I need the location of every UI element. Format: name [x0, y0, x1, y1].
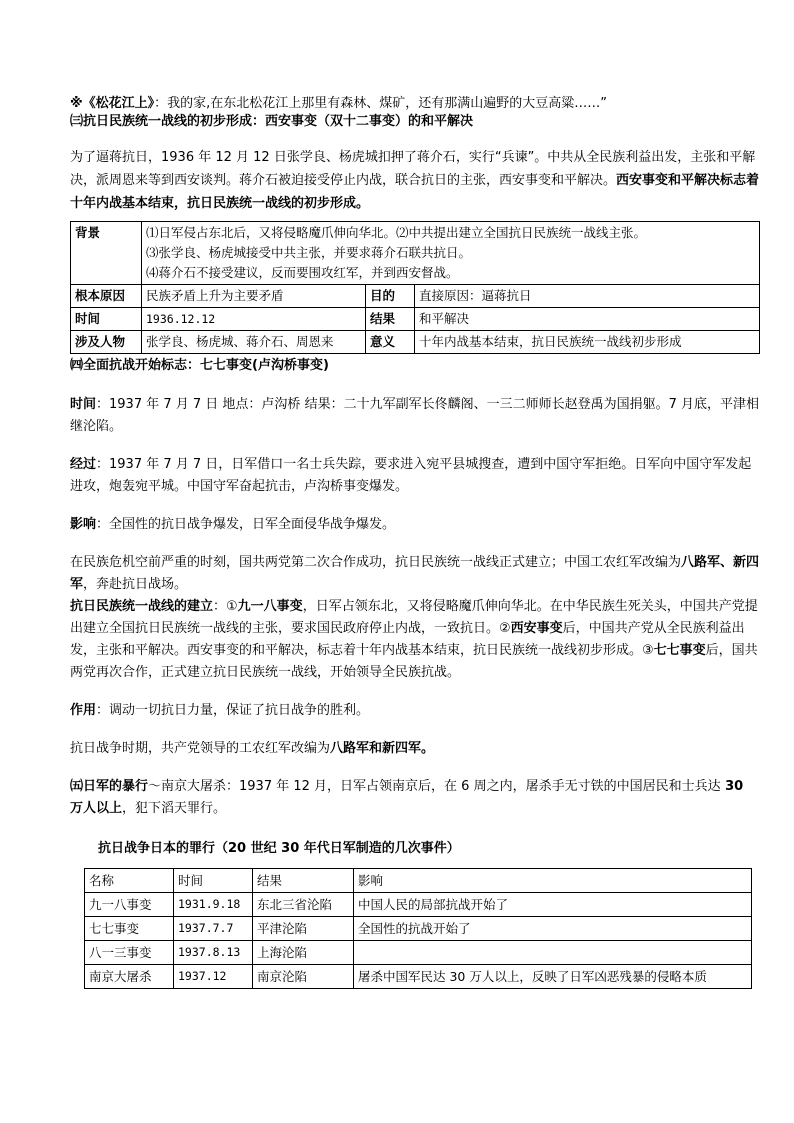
section3-heading: ㈢抗日民族统一战线的初步形成：西安事变（双十二事变）的和平解决	[70, 114, 474, 129]
table-header: 时间	[174, 869, 253, 893]
table-cell: 上海沦陷	[253, 941, 354, 965]
table-cell: 1937.7.7	[174, 917, 253, 941]
background-line: ⑷蒋介石不接受建议，反而要围攻红军，并到西安督战。	[146, 265, 459, 280]
section4-impact	[70, 514, 760, 536]
table-row	[71, 308, 760, 331]
front-text: ：①	[213, 599, 238, 614]
section5-paragraph	[70, 776, 760, 820]
table-row	[85, 965, 752, 989]
table-cell: 全国性的抗战开始了	[354, 917, 752, 941]
table-cell	[354, 941, 752, 965]
table-cell: 1937.8.13	[174, 941, 253, 965]
table-cell-label: 涉及人物	[71, 331, 142, 354]
table-cell: 南京大屠杀	[85, 965, 174, 989]
section5-text-a: ～南京大屠杀：1937 年 12 月，日军占领南京后，在 6 周之内，屠杀手无寸铁的中国居民和士兵达	[148, 779, 721, 794]
table-cell-label: 意义	[366, 331, 415, 354]
table-cell: 1931.9.18	[174, 893, 253, 917]
crisis-text-c: ，奔赴抗日战场。	[83, 577, 188, 592]
document-page	[70, 92, 760, 989]
table2-caption: 抗日战争日本的罪行（20 世纪 30 年代日军制造的几次事件）	[98, 841, 460, 856]
table-cell-value: 十年内战基本结束，抗日民族统一战线初步形成	[415, 331, 760, 354]
table-cell: 东北三省沦陷	[253, 893, 354, 917]
background-line: ⑶张学良、杨虎城接受中共主张，并要求蒋介石联共抗日。	[146, 245, 472, 260]
table-cell-label: 时间	[71, 308, 142, 331]
section4-role	[70, 700, 760, 722]
section5-text-c: ，犯下滔天罪行。	[122, 801, 227, 816]
table-header: 影响	[354, 869, 752, 893]
time-text: ：1937 年 7 月 7 日 地点：卢沟桥 结果：二十九军副军长佟麟阁、一三二师师长赵登禹为国捐躯。7 月底，平津相继沦陷。	[70, 397, 759, 434]
section4-front	[70, 596, 760, 684]
impact-text: ：全国性的抗日战争爆发，日军全面侵华战争爆发。	[96, 517, 396, 532]
front-event: 西安事变	[510, 621, 563, 636]
table-cell: 八一三事变	[85, 941, 174, 965]
table-cell-value: 和平解决	[415, 308, 760, 331]
xian-incident-table	[70, 221, 760, 354]
front-event: 七七事变	[653, 643, 706, 658]
crisis-text-a: 在民族危机空前严重的时刻，国共两党第二次合作成功，抗日民族统一战线正式建立；中国工农红军改编为	[70, 555, 682, 570]
table-cell-background	[142, 222, 760, 285]
section4-crisis	[70, 552, 760, 596]
table-cell-label: 背景	[71, 222, 142, 285]
table-cell-value: 张学良、杨虎城、蒋介石、周恩来	[142, 331, 366, 354]
table-row	[71, 331, 760, 354]
front-label: 抗日民族统一战线的建立	[70, 599, 214, 614]
table-cell: 屠杀中国军民达 30 万人以上，反映了日军凶恶残暴的侵略本质	[354, 965, 752, 989]
table-cell-value: 直接原因：逼蒋抗日	[415, 285, 760, 308]
section3-paragraph	[70, 146, 760, 215]
front-text: ，日军占领东北，又将侵略魔爪伸向华北。在中华民族生死关头，中国共产党提出建立全国抗日民族统一战线的主张，要求国民政府停止内战，一致抗日。②	[70, 599, 758, 636]
japanese-crimes-table	[84, 868, 752, 989]
section4-time	[70, 394, 760, 438]
time-label: 时间	[70, 397, 97, 412]
table-cell-label: 结果	[366, 308, 415, 331]
table-row	[85, 917, 752, 941]
table-cell: 七七事变	[85, 917, 174, 941]
poem-text: ：我的家,在东北松花江上那里有森林、煤矿，还有那满山遍野的大豆高粱……”	[154, 96, 608, 111]
table-cell: 中国人民的局部抗战开始了	[354, 893, 752, 917]
table-cell: 南京沦陷	[253, 965, 354, 989]
section4-heading: ㈣全面抗战开始标志：七七事变(卢沟桥事变)	[70, 358, 329, 373]
table-cell-value: 1936.12.12	[142, 308, 366, 331]
section3-p1: 为了逼蒋抗日，1936 年 12 月 12 日张学良、杨虎城扣押了蒋介石，实行“兵谏”。中共从全民族利益出发，主张和平解决，派周恩来等到西安谈判。蒋介石被迫接受停止内战，联合抗日的主张，西安事变和平解决。	[70, 150, 756, 188]
table-row	[85, 893, 752, 917]
front-text: 后，中国共产党从全民族利益出发，主张和平解决。西安事变的和平解决，标志着十年内战基本结束，抗日民族统一战线初步形成。③	[70, 621, 745, 658]
section3-p1-bold: 西安事变和平解决标志着十年内战基本结束，抗日民族统一战线的初步形成。	[70, 173, 760, 211]
table-header: 名称	[85, 869, 174, 893]
role-text: ：调动一切抗日力量，保证了抗日战争的胜利。	[96, 703, 370, 718]
background-line: ⑴日军侵占东北后，又将侵略魔爪伸向华北。⑵中共提出建立全国抗日民族统一战线主张。	[146, 225, 647, 240]
table-cell: 1937.12	[174, 965, 253, 989]
table-cell: 九一八事变	[85, 893, 174, 917]
process-label: 经过	[70, 457, 97, 472]
impact-label: 影响	[70, 517, 97, 532]
process-text: ：1937 年 7 月 7 日，日军借口一名士兵失踪，要求进入宛平县城搜查，遭到中国守军拒绝。日军向中国守军发起进攻，炮轰宛平城。中国守军奋起抗击，卢沟桥事变爆发。	[70, 457, 752, 494]
front-text: 后，国共两党再次合作，正式建立抗日民族统一战线，开始领导全民族抗战。	[70, 643, 758, 680]
front-event: 九一八事变	[237, 599, 303, 614]
army-text-a: 抗日战争时期，共产党领导的工农红军改编为	[70, 741, 331, 756]
table-row	[71, 285, 760, 308]
section4-army	[70, 738, 760, 760]
table-header-row	[85, 869, 752, 893]
table-row	[85, 941, 752, 965]
section5-text-b: 30 万人以上	[70, 779, 744, 816]
section4-process	[70, 454, 760, 498]
role-label: 作用	[70, 703, 97, 718]
table-cell-label: 目的	[366, 285, 415, 308]
table-cell: 平津沦陷	[253, 917, 354, 941]
poem-label: ※《松花江上》	[70, 96, 155, 111]
crisis-text-b: 八路军、新四军	[70, 555, 760, 592]
table-cell-label: 根本原因	[71, 285, 142, 308]
table-header: 结果	[253, 869, 354, 893]
table-cell-value: 民族矛盾上升为主要矛盾	[142, 285, 366, 308]
table-row	[71, 222, 760, 285]
army-text-b: 八路军和新四军。	[330, 741, 435, 756]
section5-heading: ㈤日军的暴行	[70, 779, 149, 794]
